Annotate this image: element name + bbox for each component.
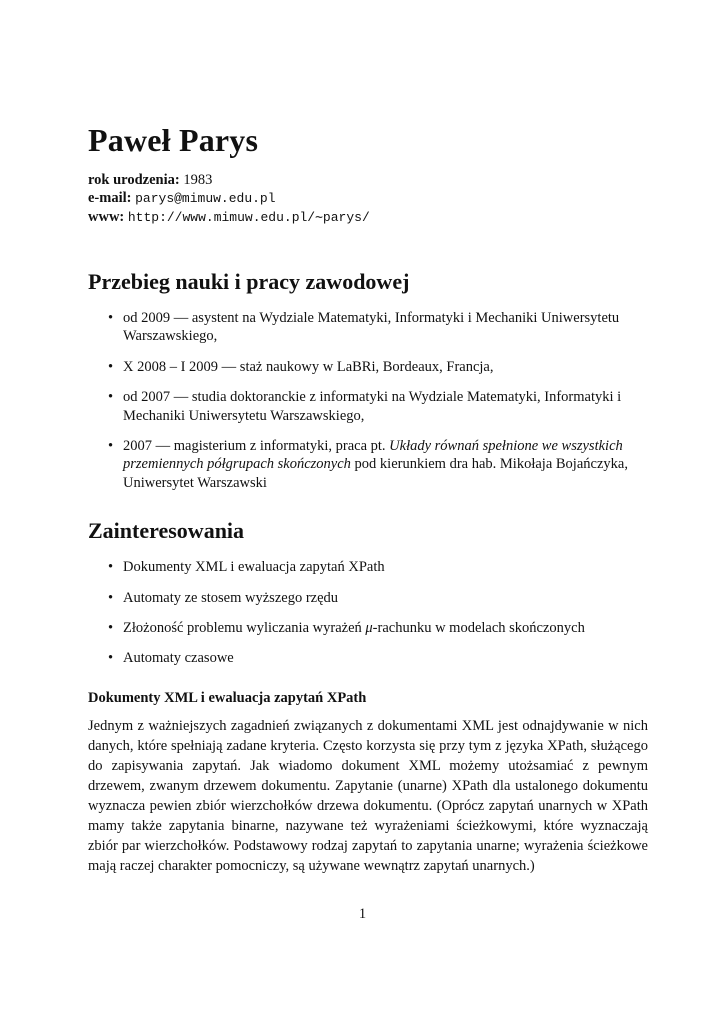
bullet-icon: •: [108, 650, 114, 667]
career-item: [88, 437, 648, 492]
bullet-icon: •: [108, 589, 114, 606]
bullet-icon: •: [108, 438, 114, 455]
mu-symbol: μ: [365, 620, 373, 637]
career-item-text: X 2008 – I 2009 — staż naukowy w LaBRi, Bordeaux, Francja,: [123, 358, 494, 375]
author-name: Paweł Parys: [88, 122, 259, 158]
interests-heading: Zainteresowania: [88, 518, 245, 544]
email-label: e-mail:: [88, 190, 132, 206]
email-value[interactable]: parys@mimuw.edu.pl: [135, 191, 276, 206]
bullet-icon: •: [108, 620, 114, 637]
page-number: 1: [358, 906, 367, 922]
subsection-heading: Dokumenty XML i ewaluacja zapytań XPath: [88, 689, 367, 706]
bullet-icon: •: [108, 559, 114, 576]
birth-year-line: [88, 171, 648, 189]
bullet-icon: •: [108, 310, 114, 326]
interest-item: [88, 589, 648, 607]
career-item: [88, 388, 648, 425]
interest-item-text: Automaty ze stosem wyższego rzędu: [123, 589, 339, 606]
subsection-paragraph: Jednym z ważniejszych zagadnień związanych z dokumentami XML jest odnajdywanie w nich danych, które spełniają zadane kryteria. Często korzysta się przy tym z języka XPath, służącego do zapisywania zapytań. Jak wiadomo dokument XML możemy utożsamiać z pewnym drzewem, zwanym drzewem dokumentu. Zapytanie (unarne) XPath dla ustalonego dokumentu wyznacza pewien zbiór wierzchołków drzewa dokumentu. (Oprócz zapytań unarnych w XPath mamy także zapytania binarne, nazywane też wyrażeniami ścieżkowymi, które wyznaczają zbiór par wierzchołków. Podstawowy rodzaj zapytań to zapytania unarne; wyrażenia ścieżkowe mają raczej charakter pomocniczy, są używane wewnątrz zapytań unarnych.): [88, 717, 648, 874]
www-line: [88, 208, 648, 227]
career-item-text: od 2009 — asystent na Wydziale Matematyki, Informatyki i Mechaniki Uniwersytetu Warszawskiego,: [123, 310, 620, 345]
interest-item-text: Automaty czasowe: [123, 650, 234, 667]
career-list: [88, 309, 648, 492]
career-item-text: od 2007 — studia doktoranckie z informatyki na Wydziale Matematyki, Informatyki i Mechaniki Uniwersytetu Warszawskiego,: [123, 389, 622, 424]
career-item-text: pod kierunkiem dra hab. Mikołaja Bojańczyka, Uniwersytet Warszawski: [123, 456, 628, 491]
interest-item-text: Dokumenty XML i ewaluacja zapytań XPath: [123, 559, 385, 576]
interests-list: [88, 558, 648, 668]
birth-year-value: 1983: [183, 172, 213, 188]
interest-item: [88, 619, 648, 637]
interest-item: [88, 649, 648, 667]
www-label: www:: [88, 209, 125, 225]
www-link[interactable]: http://www.mimuw.edu.pl/∼parys/: [127, 210, 370, 225]
career-item: [88, 309, 648, 346]
career-item-text: 2007 — magisterium z informatyki, praca pt.: [123, 438, 390, 455]
interest-item: [88, 558, 648, 576]
bullet-icon: •: [108, 358, 114, 375]
contact-info: [88, 171, 648, 227]
page-content: [88, 122, 648, 876]
interest-item-text: Złożoność problemu wyliczania wyrażeń: [123, 620, 366, 637]
birth-year-label: rok urodzenia:: [88, 172, 180, 188]
email-line: [88, 189, 648, 208]
thesis-title: Układy równań spełnione we wszystkich przemiennych półgrupach skończonych: [123, 438, 623, 473]
career-heading: Przebieg nauki i pracy zawodowej: [88, 269, 410, 294]
interest-item-text: -rachunku w modelach skończonych: [372, 620, 585, 637]
bullet-icon: •: [108, 389, 114, 406]
career-item: [88, 358, 648, 376]
